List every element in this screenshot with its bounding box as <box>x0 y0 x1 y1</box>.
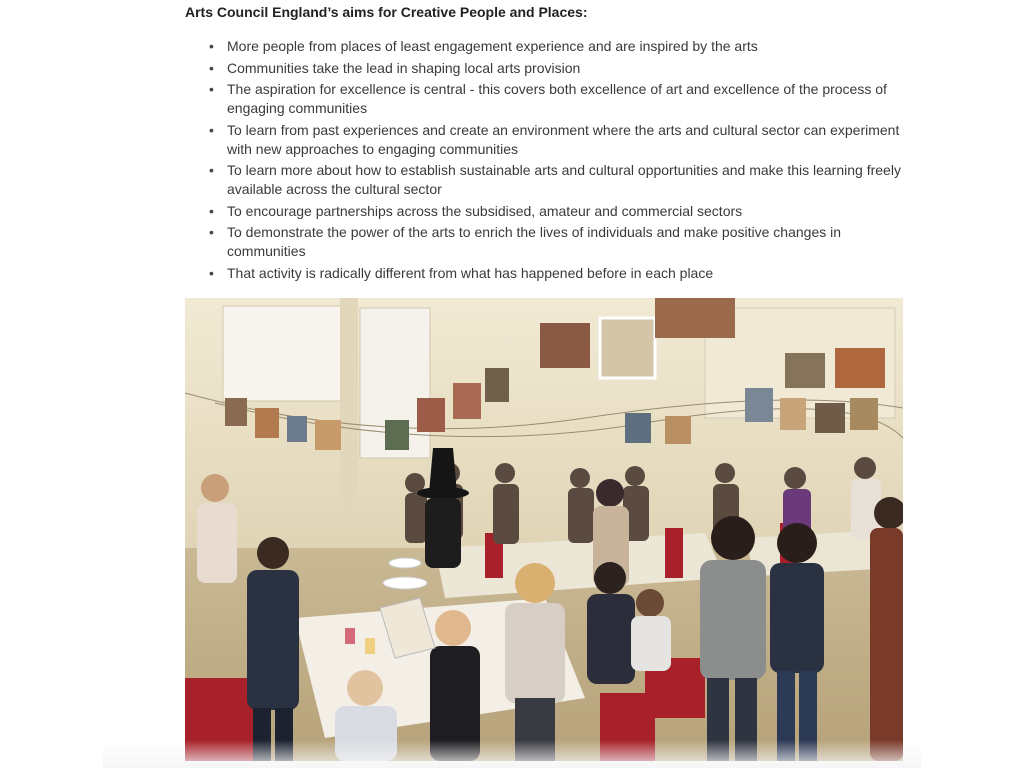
bullet: • <box>209 162 214 178</box>
bullet: • <box>209 121 214 138</box>
bullet: • <box>209 59 214 76</box>
aim-text: The aspiration for excellence is central - this covers both excellence of art and excellence of the process of engaging communities <box>227 81 887 116</box>
list-item <box>185 161 905 199</box>
bullet: • <box>209 38 214 54</box>
aim-text: That activity is radically different from what has happened before in each place <box>227 264 714 281</box>
bullet: • <box>209 264 214 281</box>
aim-text: To learn from past experiences and create an environment where the arts and cultural sector can experiment with new approaches to engaging communities <box>227 121 900 157</box>
bullet: • <box>209 224 214 240</box>
bullet: • <box>209 202 214 219</box>
aim-text: Communities take the lead in shaping local arts provision <box>227 59 581 76</box>
list-item <box>185 264 905 283</box>
photo-illustration <box>185 298 903 761</box>
aim-text: To learn more about how to establish sustainable arts and cultural opportunities and make this learning freely available across the cultural sector <box>227 162 901 197</box>
aim-text: To encourage partnerships across the subsidised, amateur and commercial sectors <box>227 202 743 219</box>
list-item <box>185 80 905 118</box>
list-item <box>185 59 905 78</box>
aim-text: To demonstrate the power of the arts to enrich the lives of individuals and make positive changes in communities <box>227 224 842 259</box>
list-item <box>185 37 905 56</box>
list-item <box>185 202 905 221</box>
list-item <box>185 223 905 261</box>
aims-list <box>185 37 905 285</box>
community-event-photo <box>185 298 903 761</box>
pillar <box>340 298 358 528</box>
aim-text: More people from places of least engagement experience and are inspired by the arts <box>227 38 758 54</box>
window-left <box>223 306 343 401</box>
bullet: • <box>209 81 214 97</box>
section-heading: Arts Council England’s aims for Creative People and Places: <box>185 4 588 20</box>
list-item <box>185 121 905 159</box>
